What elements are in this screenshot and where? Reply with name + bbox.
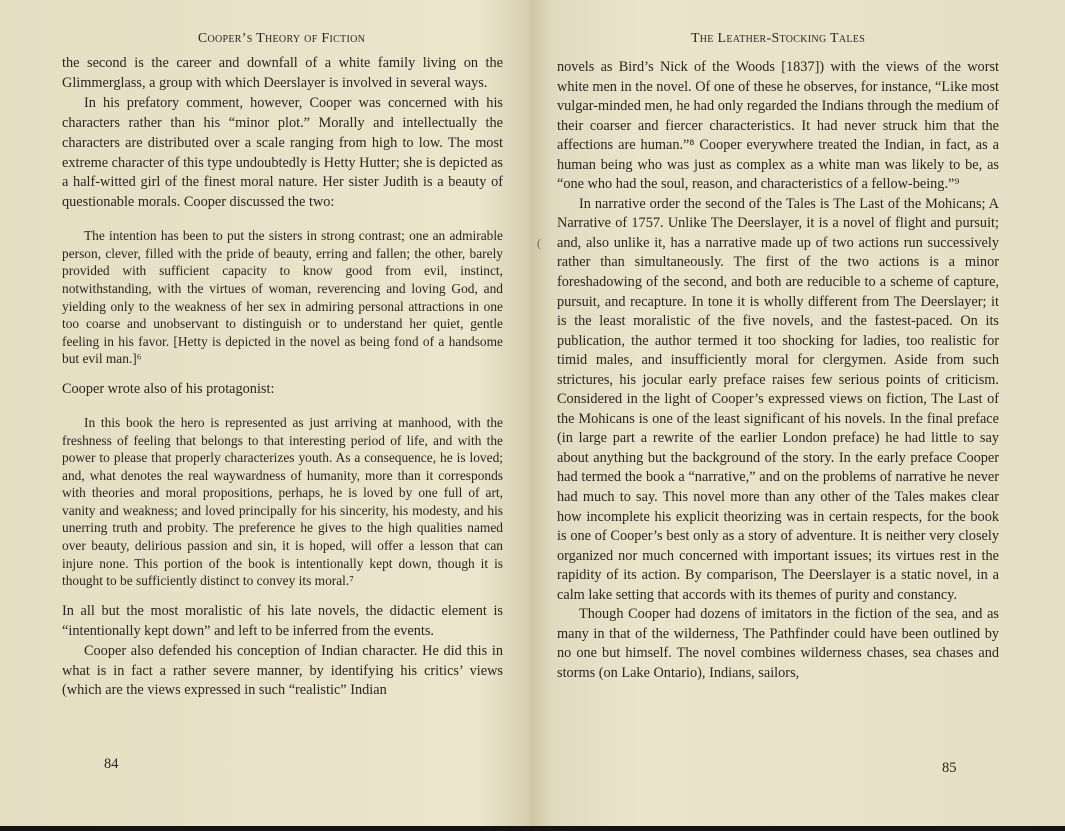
left-page-body: [62, 54, 503, 701]
running-header-right: The Leather-Stocking Tales: [690, 31, 866, 46]
left-page: [0, 0, 532, 831]
paragraph: novels as Bird’s Nick of the Woods [1837]) with the views of the worst white men in the novel. Of one of these he observes, for instance, “Like most vulgar-minded men, he had only regarded the Indians through the medium of their coarser and fiercer characteristics. It had never struck him that the affections are human.”⁸ Cooper everywhere treated the Indian, in fact, as a human being who was just as complex as a white man was likely to be, as “one who had the soul, reason, and characteristics of a fellow-being.”⁹: [557, 59, 999, 193]
paragraph: Cooper wrote also of his protagonist:: [62, 381, 275, 397]
gutter-mark: (: [537, 236, 541, 250]
right-page-body: [557, 58, 999, 684]
page-number-left: 84: [104, 756, 119, 772]
block-quote: In this book the hero is represented as just arriving at manhood, with the freshness of feeling that belongs to that interesting period of life, and with the power to please that properly characterizes youth. As a consequence, he is loved; and, what denotes the real waywardness of humanity, more than it corresponds with theories and moral propositions, perhaps, he is loved by one full of art, vanity and weakness; and loved principally for his sincerity, his modesty, and his unerring truth and probity. The preference he gives to the high qualities named over beauty, delirious passion and sin, it is hoped, will offer a lesson that can injure none. This portion of the book is intentionally kept down, though it is thought to be sufficiently distinct to convey its moral.⁷: [62, 414, 503, 589]
block-quote: The intention has been to put the sisters in strong contrast; one an admirable person, clever, filled with the pride of beauty, erring and fallen; the other, barely provided with sufficient capacity to know good from evil, instinct, notwithstanding, with the virtues of woman, reverencing and loving God, and yielding only to the weakness of her sex in admiring personal attractions in one too coarse and unobservant to distinguish or to understand her quiet, gentle feeling in his favor. [Hetty is depicted in the novel as being fond of a handsome but evil man.]⁶: [62, 228, 503, 367]
page-number-right: 85: [942, 760, 957, 776]
paragraph: In his prefatory comment, however, Cooper was concerned with his characters rather than his “minor plot.” Morally and intellectually the characters are distributed over a scale ranging from high to low. The most extreme character of this type undoubtedly is Hetty Hutter; she is depicted as a half-witted girl of the finest moral nature. Her sister Judith is a beauty of questionable morals. Cooper discussed the two:: [62, 94, 503, 211]
paragraph: Though Cooper had dozens of imitators in the fiction of the sea, and as many in that of the wilderness, The Pathfinder could have been outlined by no one but himself. The novel combines wilderness chases, sea chases and storms (on Lake Ontario), Indians, sailors,: [557, 606, 999, 681]
paragraph: the second is the career and downfall of a white family living on the Glimmerglass, a group with which Deerslayer is involved in several ways.: [62, 55, 503, 91]
paragraph: In all but the most moralistic of his late novels, the didactic element is “intentionally kept down” and left to be inferred from the events.: [62, 602, 503, 639]
scan-bottom-edge: [0, 826, 1065, 831]
paragraph: Cooper also defended his conception of Indian character. He did this in what is in fact a rather severe manner, by identifying his critics’ views (which are the views expressed in such “realistic” Indian: [62, 642, 503, 699]
right-page: [533, 0, 1065, 831]
paragraph: In narrative order the second of the Tales is The Last of the Mohicans; A Narrative of 1757. Unlike The Deerslayer, it is a novel of flight and pursuit; and, also unlike it, has a narrative made up of two actions run successively rather than simultaneously. The first of the two actions is a minor foreshadowing of the second, and both are reducible to a scheme of capture, pursuit, and recapture. In tone it is wholly different from The Deerslayer; it is the least moralistic of the five novels, and the fastest-paced. On its publication, the author termed it too shocking for ladies, too realistic for timid males, and insufficiently moral for clergymen. Aside from such strictures, his jocular early preface raises few serious points of criticism. Considered in the light of Cooper’s expressed views on fiction, The Last of the Mohicans is one of the least significant of his novels. In the final preface (in large part a rewrite of the earlier London preface) he had little to say about anything but the background of the story. In the early preface Cooper had termed the book a “narrative,” and on the problems of narrative he never had much to say. This novel more than any other of the Tales makes clear how incomplete his explicit theorizing was in certain respects, for the book is one of Cooper’s best only as a story of adventure. It is neither very closely organized nor much concerned with important issues; its virtues rest in the rapidity of its action. By comparison, The Deerslayer is a static novel, in a calm lake setting that accords with its themes of purity and constancy.: [557, 195, 999, 603]
running-header-left: Cooper’s Theory of Fiction: [197, 31, 366, 46]
